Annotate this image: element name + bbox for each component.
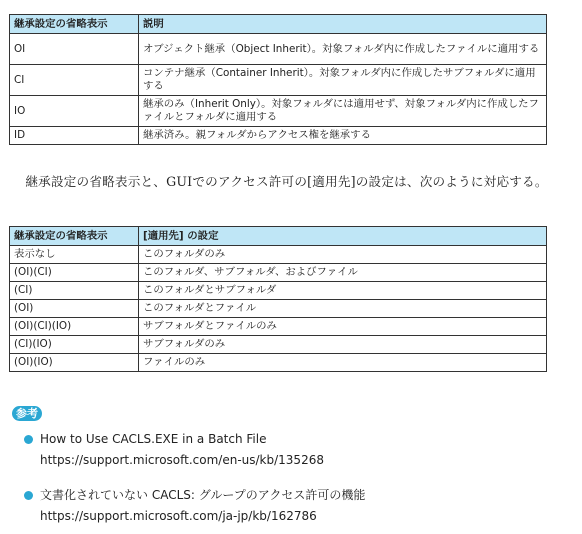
apply-to-cell: サブフォルダのみ <box>139 336 547 354</box>
column-header: [適用先] の設定 <box>139 227 547 246</box>
table-row <box>10 300 547 318</box>
abbreviation-cell: (OI)(CI) <box>10 264 139 282</box>
table-row <box>10 34 547 65</box>
abbreviation-cell: OI <box>10 34 139 65</box>
reference-badge: 参考 <box>12 406 42 421</box>
inheritance-abbreviation-table <box>9 14 547 145</box>
apply-to-cell: このフォルダ、サブフォルダ、およびファイル <box>139 264 547 282</box>
body-paragraph: 継承設定の省略表示と、GUIでのアクセス許可の[適用先]の設定は、次のように対応する。 <box>25 174 548 189</box>
apply-to-cell: このフォルダとサブフォルダ <box>139 282 547 300</box>
reference-url-link[interactable]: https://support.microsoft.com/ja-jp/kb/162786 <box>40 509 317 523</box>
column-header: 継承設定の省略表示 <box>10 15 139 34</box>
description-cell: オブジェクト継承（Object Inherit）。対象フォルダ内に作成したファイルに適用する <box>139 34 547 65</box>
bullet-icon <box>24 435 33 444</box>
column-header: 継承設定の省略表示 <box>10 227 139 246</box>
reference-title: 文書化されていない CACLS: グループのアクセス許可の機能 <box>40 488 366 502</box>
table-row <box>10 336 547 354</box>
apply-to-mapping-table <box>9 226 547 372</box>
abbreviation-cell: (OI) <box>10 300 139 318</box>
table-header-row <box>10 227 547 246</box>
abbreviation-cell: (CI)(IO) <box>10 336 139 354</box>
table-header-row <box>10 15 547 34</box>
abbreviation-cell: (OI)(IO) <box>10 354 139 372</box>
description-cell: 継承のみ（Inherit Only）。対象フォルダには適用せず、対象フォルダ内に作成したファイルとフォルダに適用する <box>139 96 547 127</box>
apply-to-cell: このフォルダのみ <box>139 246 547 264</box>
table-row <box>10 65 547 96</box>
apply-to-cell: サブフォルダとファイルのみ <box>139 318 547 336</box>
table-row <box>10 246 547 264</box>
table-row <box>10 96 547 127</box>
reference-url-link[interactable]: https://support.microsoft.com/en-us/kb/135268 <box>40 453 324 467</box>
description-cell: コンテナ継承（Container Inherit）。対象フォルダ内に作成したサブフォルダに適用する <box>139 65 547 96</box>
table-row <box>10 282 547 300</box>
abbreviation-cell: 表示なし <box>10 246 139 264</box>
abbreviation-cell: ID <box>10 127 139 145</box>
bullet-icon <box>24 491 33 500</box>
table-row <box>10 264 547 282</box>
abbreviation-cell: (OI)(CI)(IO) <box>10 318 139 336</box>
table-row <box>10 127 547 145</box>
reference-title: How to Use CACLS.EXE in a Batch File <box>40 432 267 446</box>
table-row <box>10 318 547 336</box>
apply-to-cell: このフォルダとファイル <box>139 300 547 318</box>
abbreviation-cell: CI <box>10 65 139 96</box>
reference-item <box>24 429 324 471</box>
abbreviation-cell: (CI) <box>10 282 139 300</box>
abbreviation-cell: IO <box>10 96 139 127</box>
apply-to-cell: ファイルのみ <box>139 354 547 372</box>
reference-item <box>24 485 365 527</box>
table-row <box>10 354 547 372</box>
column-header: 説明 <box>139 15 547 34</box>
description-cell: 継承済み。親フォルダからアクセス権を継承する <box>139 127 547 145</box>
